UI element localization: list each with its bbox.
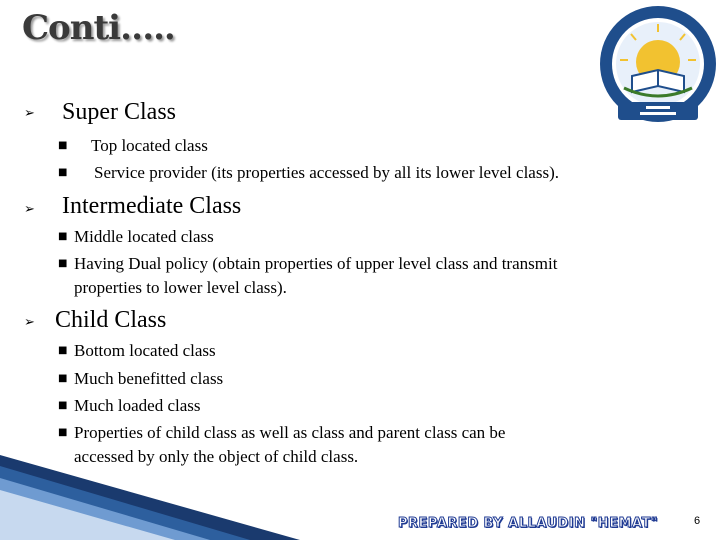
square-bullet-icon: ■ [58, 140, 68, 151]
list-item: Service provider (its properties accessed by all its lower level class). [94, 163, 559, 182]
square-bullet-icon: ■ [58, 400, 68, 411]
list-item: Much benefitted class [74, 369, 224, 388]
square-bullet-icon: ■ [58, 231, 68, 242]
square-bullet-icon: ■ [58, 427, 68, 438]
footer-author: PREPARED BY ALLAUDIN "HEMAT" [398, 516, 659, 531]
arrow-bullet-icon: ➢ [24, 315, 35, 330]
square-bullet-icon: ■ [58, 345, 68, 356]
arrow-bullet-icon: ➢ [24, 106, 35, 121]
section-heading-intermediate-class: Intermediate Class [62, 193, 242, 219]
list-item: Top located class [91, 136, 208, 155]
square-bullet-icon: ■ [58, 373, 68, 384]
section-heading-super-class: Super Class [62, 99, 176, 125]
slide-title: Conti….. [22, 8, 175, 48]
list-item: Much loaded class [74, 396, 201, 415]
list-item-continuation: properties to lower level class). [74, 278, 287, 297]
page-number: 6 [694, 515, 701, 527]
square-bullet-icon: ■ [58, 167, 68, 178]
list-item: Middle located class [74, 227, 214, 246]
list-item-continuation: accessed by only the object of child class. [74, 447, 359, 466]
list-item: Properties of child class as well as class and parent class can be [74, 423, 506, 442]
square-bullet-icon: ■ [58, 258, 68, 269]
arrow-bullet-icon: ➢ [24, 202, 35, 217]
list-item: Having Dual policy (obtain properties of upper level class and transmit [74, 254, 558, 273]
institution-seal-icon [596, 2, 720, 130]
section-heading-child-class: Child Class [55, 307, 167, 333]
list-item: Bottom located class [74, 341, 216, 360]
